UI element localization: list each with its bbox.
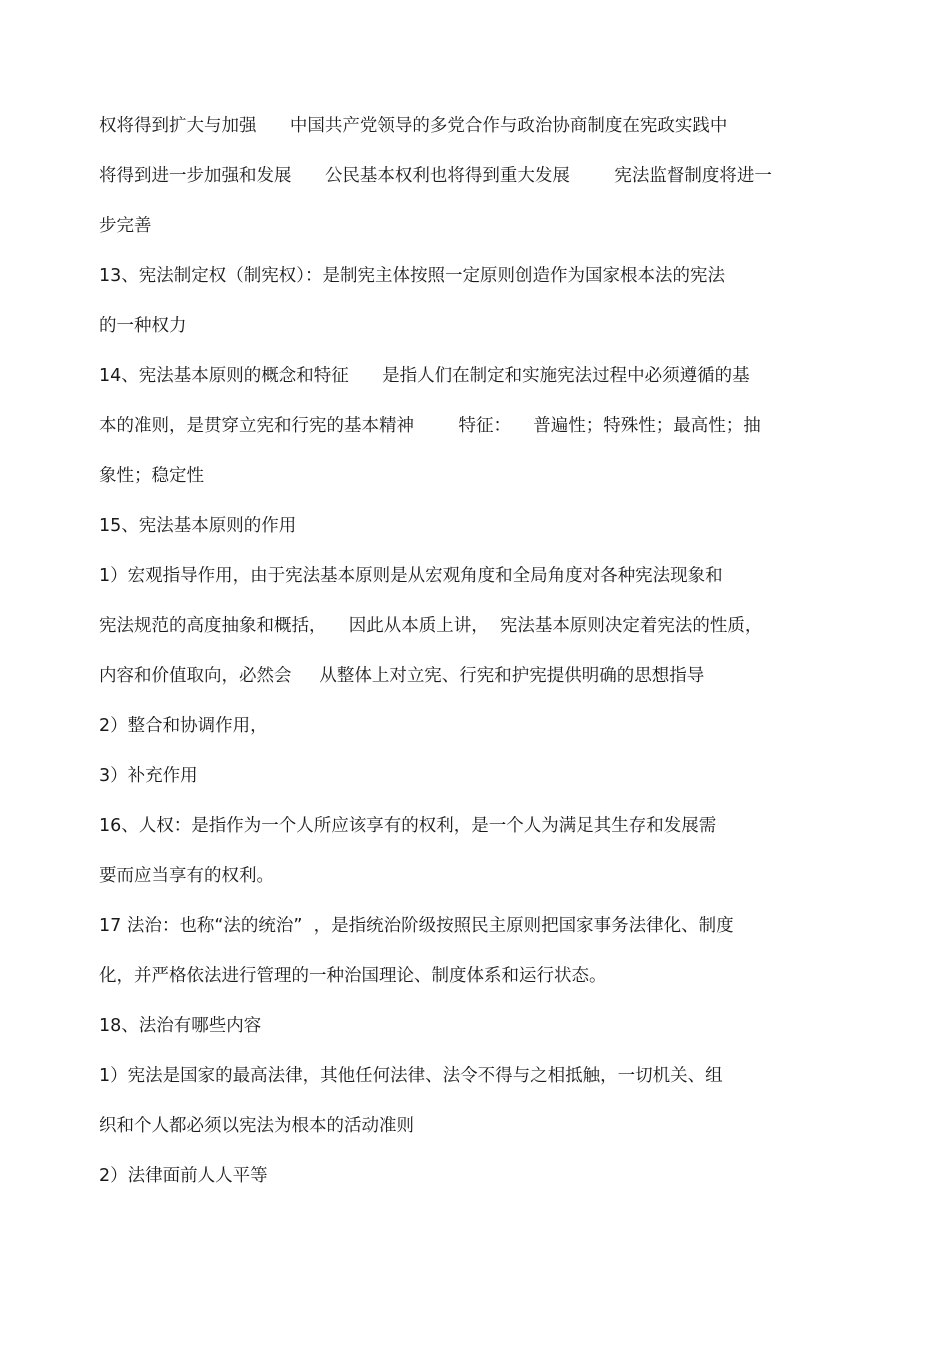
text-line: 将得到进一步加强和发展 公民基本权利也将得到重大发展 宪法监督制度将进一 bbox=[99, 166, 772, 186]
text-line: 化，并严格依法进行管理的一种治国理论、制度体系和运行状态。 bbox=[99, 966, 607, 986]
text-line: 1）宪法是国家的最高法律，其他任何法律、法令不得与之相抵触，一切机关、组 bbox=[99, 1066, 723, 1086]
text-line: 织和个人都必须以宪法为根本的活动准则 bbox=[99, 1116, 414, 1136]
text-line: 1）宏观指导作用，由于宪法基本原则是从宏观角度和全局角度对各种宪法现象和 bbox=[99, 566, 723, 586]
text-line: 的一种权力 bbox=[99, 316, 187, 336]
text-line: 宪法规范的高度抽象和概括， 因此从本质上讲， 宪法基本原则决定着宪法的性质， bbox=[99, 616, 763, 636]
text-line: 权将得到扩大与加强 中国共产党领导的多党合作与政治协商制度在宪政实践中 bbox=[99, 116, 728, 136]
text-line: 3）补充作用 bbox=[99, 766, 198, 786]
text-line: 2）整合和协调作用， bbox=[99, 716, 268, 736]
text-line: 14、宪法基本原则的概念和特征 是指人们在制定和实施宪法过程中必须遵循的基 bbox=[99, 366, 750, 386]
text-line: 象性；稳定性 bbox=[99, 466, 204, 486]
text-line: 15、宪法基本原则的作用 bbox=[99, 516, 297, 536]
text-line: 17 法治：也称“法的统治” ，是指统治阶级按照民主原则把国家事务法律化、制度 bbox=[99, 916, 734, 936]
text-line: 2）法律面前人人平等 bbox=[99, 1166, 268, 1186]
text-line: 16、人权：是指作为一个人所应该享有的权利，是一个人为满足其生存和发展需 bbox=[99, 816, 717, 836]
text-line: 本的准则，是贯穿立宪和行宪的基本精神 特征： 普遍性；特殊性；最高性；抽 bbox=[99, 416, 761, 436]
text-line: 13、宪法制定权（制宪权）：是制宪主体按照一定原则创造作为国家根本法的宪法 bbox=[99, 266, 726, 286]
text-line: 步完善 bbox=[99, 216, 152, 236]
text-line: 18、法治有哪些内容 bbox=[99, 1016, 262, 1036]
text-line: 内容和价值取向，必然会 从整体上对立宪、行宪和护宪提供明确的思想指导 bbox=[99, 666, 705, 686]
text-line: 要而应当享有的权利。 bbox=[99, 866, 274, 886]
